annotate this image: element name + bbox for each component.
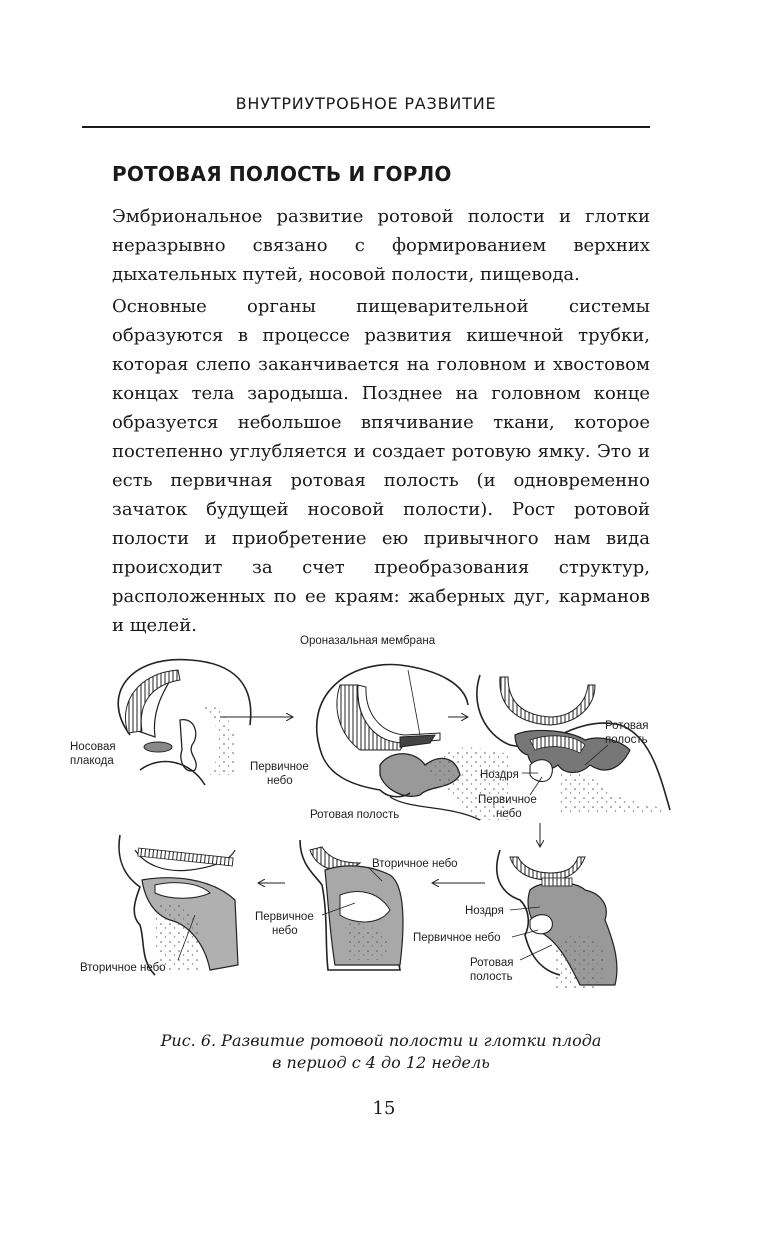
paragraph-2: Основные органы пищеварительной системы образуются в процессе развития кишечной трубки, которая слепо заканчивается на головном и хвостовом концах тела зародыша. Позднее на головном конце образуется небольшое впячивание ткани, которое постепенно углубляется и создает ротовую ямку. Это и есть первичная ротовая полость (и одновременно зачаток будущей носовой полости). Рост ротовой полости и приобретение ею привычного нам вида происходит за счет преобразования структур, расположенных по ее краям: жаберных дуг, карманов и щелей. xyxy=(112,296,650,636)
label-primary-palate-a-1: Первичное xyxy=(250,761,309,773)
label-secondary-palate-d: Вторичное небо xyxy=(80,962,166,974)
label-primary-palate-c-1: Первичное xyxy=(255,911,314,923)
caption-line-2: в период с 4 до 12 недель xyxy=(272,1053,490,1072)
label-oral-cavity-e-1: Ротовая xyxy=(470,957,514,969)
label-primary-palate-b-2: небо xyxy=(496,808,522,820)
label-primary-palate-a-2: небо xyxy=(267,775,293,787)
header-rule xyxy=(82,126,650,128)
figure-caption xyxy=(112,1030,650,1074)
label-primary-palate-b-1: Первичное xyxy=(478,794,537,806)
figure-embryo-development xyxy=(60,625,720,1010)
label-primary-palate-e: Первичное небо xyxy=(413,932,501,944)
body-text xyxy=(112,202,650,640)
page-number: 15 xyxy=(372,1098,396,1119)
label-secondary-palate-c: Вторичное небо xyxy=(372,858,458,870)
caption-line-1: Рис. 6. Развитие ротовой полости и глотки плода xyxy=(160,1031,602,1050)
running-head: ВНУТРИУТРОБНОЕ РАЗВИТИЕ xyxy=(235,94,497,113)
stage-e-diagram xyxy=(497,850,617,990)
section-title: РОТОВАЯ ПОЛОСТЬ И ГОРЛО xyxy=(112,162,452,186)
label-oral-cavity-e-2: полость xyxy=(470,971,513,983)
label-oronasal-membrane: Ороназальная мембрана xyxy=(300,635,436,647)
stage-a-diagram xyxy=(118,660,251,785)
label-oral-cavity-b-2: полость xyxy=(605,734,648,746)
figure-illustration xyxy=(60,625,720,1010)
label-nasal-placode-2: плакода xyxy=(70,755,114,767)
label-oral-cavity-b-1: Ротовая xyxy=(605,720,649,732)
label-nostril-b: Ноздря xyxy=(480,769,519,781)
label-nasal-placode-1: Носовая xyxy=(70,741,116,753)
label-primary-palate-c-2: небо xyxy=(272,925,298,937)
label-nostril-e: Ноздря xyxy=(465,905,504,917)
paragraph-1: Эмбриональное развитие ротовой полости и глотки неразрывно связано с формированием верхних дыхательных путей, носовой полости, пищевода. xyxy=(112,206,650,285)
stage-f-diagram xyxy=(119,835,238,975)
label-oral-cavity-a: Ротовая полость xyxy=(310,809,400,821)
